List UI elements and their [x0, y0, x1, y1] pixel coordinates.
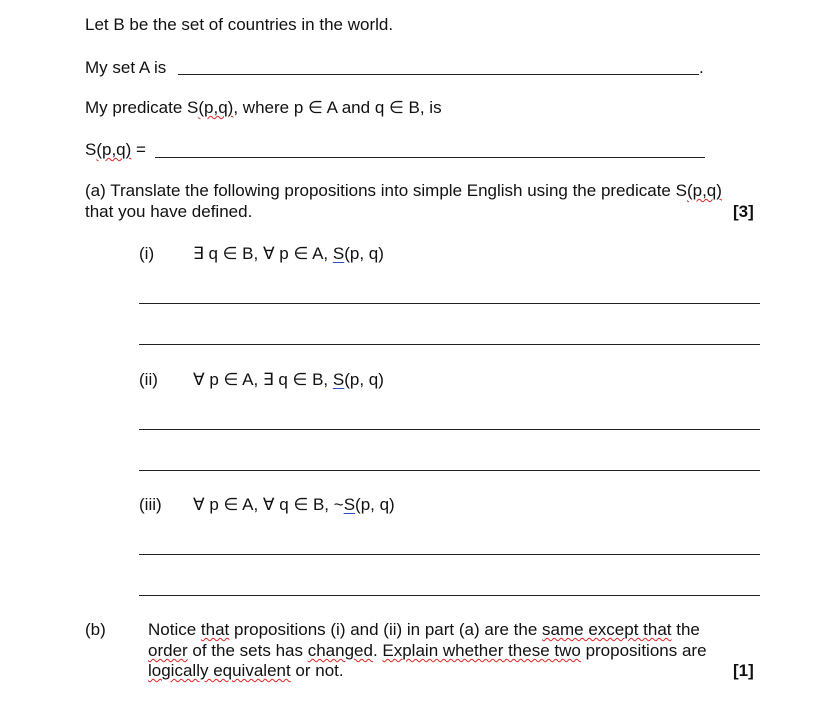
predicate-suffix: , where p ∈ A and q ∈ B, is: [233, 98, 442, 117]
part-a-line1-text: (a) Translate the following propositions into simple English using the predicate S: [85, 181, 687, 200]
set-a-answer-line[interactable]: [178, 74, 699, 75]
part-b-spell-flag: Explain whether these two: [382, 641, 581, 660]
part-b-spell-flag: same except that: [542, 620, 672, 639]
part-b-label: (b): [85, 620, 106, 639]
part-b-text: of the sets has: [187, 641, 308, 660]
item-iii-quantifiers: ∀ p ∈ A, ∀ q ∈ B, ~: [193, 495, 344, 514]
item-iii-label: (iii): [139, 495, 162, 514]
part-b-text: Notice: [148, 620, 201, 639]
part-b-spell-flag: changed: [307, 641, 373, 660]
item-iii-args: (p, q): [355, 495, 395, 514]
item-i-answer-line-1[interactable]: [139, 303, 760, 304]
part-b-spell-flag: that: [200, 620, 230, 639]
intro-line: Let B be the set of countries in the world.: [85, 15, 394, 34]
s-definition-answer-line[interactable]: [155, 157, 705, 158]
part-b-spell-flag: logically equivalent: [148, 661, 291, 680]
item-iii-proposition: [193, 495, 395, 515]
part-b-text: propositions (i) and (ii) in part (a) are the: [229, 620, 543, 639]
predicate-line: [85, 98, 442, 118]
item-ii-args: (p, q): [344, 370, 384, 389]
part-b-text: the: [671, 620, 700, 639]
item-i-answer-line-2[interactable]: [139, 344, 760, 345]
part-b-text: .: [372, 641, 383, 660]
item-ii-s: S: [332, 370, 345, 389]
part-a-line1-args: (p,q): [686, 181, 722, 200]
part-a-question-line2: that you have defined.: [85, 202, 253, 221]
s-prefix: S: [85, 140, 97, 159]
part-b-line3: [148, 661, 344, 681]
part-b-line2: [148, 641, 707, 661]
s-definition-label: [85, 140, 146, 160]
item-iii-answer-line-1[interactable]: [139, 554, 760, 555]
part-b-marks: [1]: [733, 661, 754, 680]
part-b-line1: [148, 620, 700, 640]
item-ii-proposition: [193, 370, 384, 390]
item-i-args: (p, q): [344, 244, 384, 263]
item-iii-answer-line-2[interactable]: [139, 595, 760, 596]
item-iii-s: S: [343, 495, 356, 514]
set-a-period: .: [699, 58, 704, 77]
item-i-s: S: [332, 244, 345, 263]
item-ii-answer-line-1[interactable]: [139, 429, 760, 430]
item-ii-label: (ii): [139, 370, 158, 389]
part-b-text: or not.: [290, 661, 344, 680]
item-ii-answer-line-2[interactable]: [139, 470, 760, 471]
part-b-text: propositions are: [580, 641, 707, 660]
predicate-prefix: My predicate S: [85, 98, 199, 117]
s-suffix: =: [131, 140, 146, 159]
item-i-proposition: [193, 244, 384, 264]
part-a-question-line1: [85, 181, 722, 201]
set-a-label: My set A is: [85, 58, 167, 77]
s-args: (p,q): [96, 140, 132, 159]
item-ii-quantifiers: ∀ p ∈ A, ∃ q ∈ B,: [193, 370, 333, 389]
item-i-label: (i): [139, 244, 155, 263]
part-b-spell-flag: order: [148, 641, 188, 660]
part-a-marks: [3]: [733, 202, 754, 221]
predicate-args: (p,q): [198, 98, 234, 117]
item-i-quantifiers: ∃ q ∈ B, ∀ p ∈ A,: [193, 244, 333, 263]
